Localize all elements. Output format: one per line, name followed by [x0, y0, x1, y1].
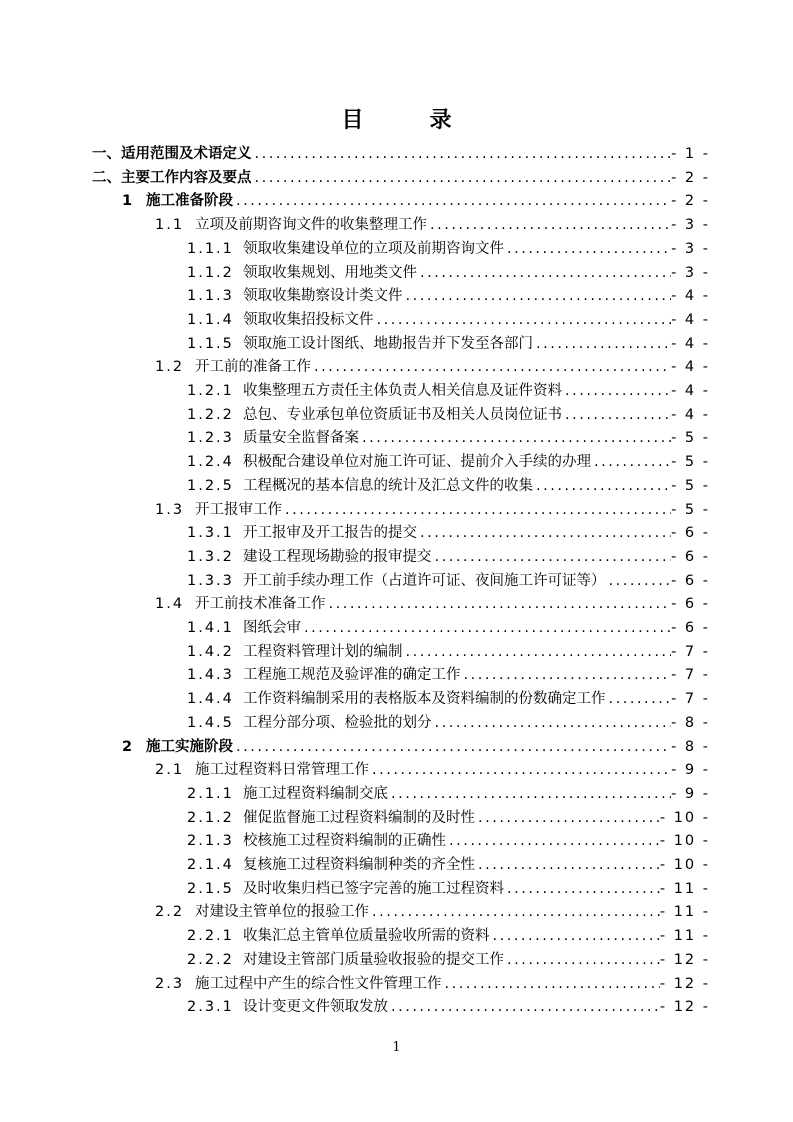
toc-entry-title: 工程施工规范及验评准的确定工作 — [243, 667, 461, 684]
toc-dot-leader — [403, 641, 672, 664]
toc-entry-page: - 12 - — [659, 999, 710, 1016]
toc-entry-number: 2.2.2 — [187, 951, 234, 968]
toc-entry-title: 校核施工过程资料编制的正确性 — [243, 833, 446, 850]
toc-entry-title: 施工过程中产生的综合性文件管理工作 — [195, 975, 442, 992]
toc-entry-number: 2.2.1 — [187, 928, 234, 945]
toc-entry-number: 1.3.2 — [187, 548, 234, 565]
toc-entry-number: 1.4.1 — [187, 620, 234, 636]
toc-entry-page: - 4 - — [671, 383, 710, 399]
toc-entry-title: 图纸会审 — [243, 620, 301, 636]
toc-title: 目 录 — [341, 108, 474, 133]
toc-entry-title: 开工报审工作 — [195, 501, 282, 518]
toc-entry-number: 1.4.4 — [187, 691, 234, 708]
toc-entry-title: 开工前的准备工作 — [195, 359, 311, 376]
toc-entry-title: 二、主要工作内容及要点 — [92, 169, 252, 186]
toc-entry-number: 2 — [122, 738, 135, 755]
toc-entry-number: 2.2 — [155, 904, 185, 921]
toc-entry-page: - 6 - — [671, 548, 710, 565]
toc-entry-title: 领取收集建设单位的立项及前期咨询文件 — [243, 240, 504, 257]
toc-entry-page: - 10 - — [659, 833, 710, 850]
toc-entry[interactable] — [187, 285, 710, 308]
toc-entry-number: 1 — [122, 193, 135, 210]
toc-entry[interactable] — [187, 333, 710, 356]
toc-dot-leader — [432, 712, 672, 735]
toc-dot-leader — [359, 427, 671, 450]
toc-dot-leader — [432, 546, 672, 569]
toc-entry-number: 1.1.1 — [187, 240, 234, 257]
toc-dot-leader — [311, 356, 671, 379]
toc-dot-leader — [533, 333, 671, 356]
toc-entry-page: - 8 - — [671, 714, 710, 731]
toc-entry-page: - 10 - — [659, 809, 710, 826]
toc-entry[interactable] — [155, 593, 710, 616]
toc-entry-title: 设计变更文件领取发放 — [243, 999, 388, 1016]
toc-entry-number: 1.2.1 — [187, 383, 234, 399]
toc-entry[interactable] — [187, 878, 710, 901]
toc-dot-leader — [369, 759, 671, 782]
toc-entry-page: - 11 - — [659, 880, 710, 897]
toc-dot-leader — [427, 214, 671, 237]
toc-dot-leader — [369, 901, 660, 924]
toc-entry[interactable] — [187, 617, 710, 640]
toc-entry[interactable] — [187, 925, 710, 948]
toc-dot-leader — [533, 475, 671, 498]
toc-entry-number: 2.1 — [155, 762, 185, 779]
toc-entry[interactable] — [187, 404, 710, 427]
toc-dot-leader — [442, 973, 660, 996]
toc-entry-number: 2.1.1 — [187, 785, 234, 802]
toc-entry-title: 复核施工过程资料编制种类的齐全性 — [243, 857, 475, 873]
toc-entry-title: 总包、专业承包单位资质证书及相关人员岗位证书 — [243, 406, 562, 423]
toc-entry[interactable] — [92, 167, 710, 190]
toc-entry-title: 工程概况的基本信息的统计及汇总文件的收集 — [243, 477, 533, 494]
toc-entry-title: 立项及前期咨询文件的收集整理工作 — [195, 217, 427, 234]
toc-entry[interactable] — [122, 190, 710, 213]
toc-entry-number: 2.1.5 — [187, 880, 234, 897]
toc-entry-page: - 3 - — [671, 217, 710, 234]
toc-entry-title: 工程资料管理计划的编制 — [243, 643, 403, 660]
toc-entry[interactable] — [187, 380, 710, 403]
toc-dot-leader — [475, 854, 660, 877]
toc-entry-number: 2.1.2 — [187, 809, 234, 826]
page-number: 1 — [392, 1040, 401, 1055]
toc-entry-page: - 12 - — [659, 951, 710, 968]
toc-entry-number: 1.4.5 — [187, 714, 234, 731]
toc-entry-number: 1.1.3 — [187, 288, 234, 305]
toc-entry-page: - 5 - — [671, 477, 710, 494]
toc-entry-title: 收集汇总主管单位质量验收所需的资料 — [243, 928, 490, 945]
toc-entry-number: 1.2.4 — [187, 454, 234, 471]
toc-entry-number: 2.3 — [155, 975, 185, 992]
toc-entry[interactable] — [187, 712, 710, 735]
toc-entry-title: 对建设主管单位的报验工作 — [195, 904, 369, 921]
toc-entry-page: - 6 - — [671, 596, 710, 613]
toc-entry[interactable] — [187, 309, 710, 332]
toc-entry-title: 施工过程资料编制交底 — [243, 785, 388, 802]
toc-dot-leader — [461, 664, 672, 687]
toc-entry-number: 2.1.3 — [187, 833, 234, 850]
toc-dot-leader — [504, 878, 660, 901]
toc-entry-title: 质量安全监督备案 — [243, 430, 359, 447]
toc-entry[interactable] — [187, 641, 710, 664]
toc-entry-page: - 4 - — [671, 359, 710, 376]
toc-entry-number: 1.2.3 — [187, 430, 234, 447]
toc-entry-page: - 10 - — [659, 857, 710, 873]
toc-entry-page: - 2 - — [671, 193, 710, 210]
toc-dot-leader — [417, 522, 671, 545]
toc-dot-leader — [417, 262, 671, 285]
toc-dot-leader — [591, 451, 671, 474]
toc-dot-leader — [252, 143, 672, 166]
toc-entry[interactable] — [187, 475, 710, 498]
toc-dot-leader — [388, 996, 660, 1019]
toc-entry[interactable] — [187, 427, 710, 450]
toc-entry[interactable] — [187, 996, 710, 1019]
toc-entry-title: 领取收集招投标文件 — [243, 311, 374, 328]
toc-entry-title: 对建设主管部门质量验收报验的提交工作 — [243, 951, 504, 968]
toc-entry-title: 领取收集规划、用地类文件 — [243, 264, 417, 281]
toc-dot-leader — [504, 949, 660, 972]
toc-dot-leader — [446, 830, 660, 853]
toc-entry-page: - 4 - — [671, 288, 710, 305]
toc-entry-title: 一、适用范围及术语定义 — [92, 146, 252, 162]
toc-dot-leader — [403, 285, 672, 308]
toc-entry[interactable] — [155, 901, 710, 924]
toc-entry[interactable] — [187, 783, 710, 806]
toc-entry-page: - 6 - — [671, 620, 710, 636]
toc-entry-page: - 9 - — [671, 762, 710, 779]
toc-entry-page: - 6 - — [671, 525, 710, 542]
toc-entry[interactable] — [155, 356, 710, 379]
toc-dot-leader — [233, 190, 671, 213]
toc-entry[interactable] — [187, 664, 710, 687]
toc-entry[interactable] — [187, 546, 710, 569]
toc-entry-title: 工程分部分项、检验批的划分 — [243, 714, 432, 731]
toc-dot-leader — [606, 570, 672, 593]
toc-entry[interactable] — [92, 143, 710, 166]
toc-entry-page: - 5 - — [671, 430, 710, 447]
toc-entry-number: 1.1.5 — [187, 335, 234, 352]
toc-entry-title: 开工报审及开工报告的提交 — [243, 525, 417, 542]
toc-entry[interactable] — [187, 830, 710, 853]
toc-entry-title: 收集整理五方责任主体负责人相关信息及证件资料 — [243, 383, 562, 399]
toc-dot-leader — [326, 593, 672, 616]
toc-entry-title: 及时收集归档已签字完善的施工过程资料 — [243, 880, 504, 897]
toc-entry[interactable] — [187, 949, 710, 972]
toc-entry-number: 1.1 — [155, 217, 185, 234]
toc-entry-page: - 11 - — [659, 928, 710, 945]
toc-entry[interactable] — [155, 214, 710, 237]
toc-dot-leader — [374, 309, 672, 332]
toc-entry-page: - 8 - — [671, 738, 710, 755]
toc-entry-page: - 3 - — [671, 240, 710, 257]
toc-dot-leader — [301, 617, 671, 640]
toc-entry-number: 1.1.4 — [187, 311, 234, 328]
toc-entry-number: 1.4.3 — [187, 667, 234, 684]
toc-entry-number: 1.3 — [155, 501, 185, 518]
toc-entry[interactable] — [122, 736, 710, 759]
toc-entry-number: 1.4.2 — [187, 643, 234, 660]
toc-entry-page: - 6 - — [671, 572, 710, 589]
toc-entry-title: 催促监督施工过程资料编制的及时性 — [243, 809, 475, 826]
toc-entry-number: 1.3.3 — [187, 572, 234, 589]
toc-entry[interactable] — [187, 451, 710, 474]
toc-entry-title: 开工前技术准备工作 — [195, 596, 326, 613]
toc-entry-number: 1.4 — [155, 596, 185, 613]
toc-entry-title: 工作资料编制采用的表格版本及资料编制的份数确定工作 — [243, 691, 606, 708]
toc-entry-page: - 2 - — [671, 169, 710, 186]
toc-entry-page: - 4 - — [671, 311, 710, 328]
toc-entry[interactable] — [187, 522, 710, 545]
toc-entry-number: 1.2.2 — [187, 406, 234, 423]
toc-dot-leader — [490, 925, 660, 948]
toc-entry-page: - 5 - — [671, 454, 710, 471]
toc-dot-leader — [388, 783, 671, 806]
toc-dot-leader — [562, 380, 671, 403]
toc-entry-number: 1.2 — [155, 359, 185, 376]
toc-entry-title: 领取施工设计图纸、地勘报告并下发至各部门 — [243, 335, 533, 352]
toc-entry-page: - 4 - — [671, 335, 710, 352]
toc-entry-page: - 9 - — [671, 785, 710, 802]
toc-entry-number: 1.2.5 — [187, 477, 234, 494]
toc-entry-page: - 7 - — [671, 691, 710, 708]
toc-entry-title: 施工过程资料日常管理工作 — [195, 762, 369, 779]
toc-entry-number: 2.3.1 — [187, 999, 234, 1016]
toc-entry[interactable] — [155, 759, 710, 782]
toc-entry-page: - 7 - — [671, 643, 710, 660]
toc-dot-leader — [282, 499, 671, 522]
toc-entry-title: 施工准备阶段 — [146, 193, 233, 210]
toc-dot-leader — [252, 167, 672, 190]
toc-entry-number: 2.1.4 — [187, 857, 234, 873]
toc-entry-page: - 1 - — [671, 146, 710, 162]
toc-entry[interactable] — [187, 570, 710, 593]
toc-entry-number: 1.1.2 — [187, 264, 234, 281]
toc-entry-page: - 5 - — [671, 501, 710, 518]
toc-entry-page: - 7 - — [671, 667, 710, 684]
toc-dot-leader — [475, 807, 660, 830]
toc-dot-leader — [562, 404, 671, 427]
toc-entry-page: - 11 - — [659, 904, 710, 921]
toc-dot-leader — [606, 688, 672, 711]
toc-entry-title: 开工前手续办理工作（占道许可证、夜间施工许可证等） — [243, 572, 606, 589]
toc-entry[interactable] — [187, 688, 710, 711]
toc-entry-title: 领取收集勘察设计类文件 — [243, 288, 403, 305]
toc-entry-page: - 4 - — [671, 406, 710, 423]
toc-entry[interactable] — [187, 807, 710, 830]
toc-dot-leader — [233, 736, 671, 759]
toc-entry-number: 1.3.1 — [187, 525, 234, 542]
toc-entry[interactable] — [187, 854, 710, 877]
toc-entry[interactable] — [187, 262, 710, 285]
toc-entry-title: 施工实施阶段 — [146, 738, 233, 755]
toc-entry-title: 积极配合建设单位对施工许可证、提前介入手续的办理 — [243, 454, 591, 471]
toc-entry-title: 建设工程现场勘验的报审提交 — [243, 548, 432, 565]
toc-entry-page: - 12 - — [659, 975, 710, 992]
toc-dot-leader — [504, 238, 671, 261]
toc-entry[interactable] — [155, 499, 710, 522]
toc-entry[interactable] — [155, 973, 710, 996]
toc-entry[interactable] — [187, 238, 710, 261]
toc-entry-page: - 3 - — [671, 264, 710, 281]
